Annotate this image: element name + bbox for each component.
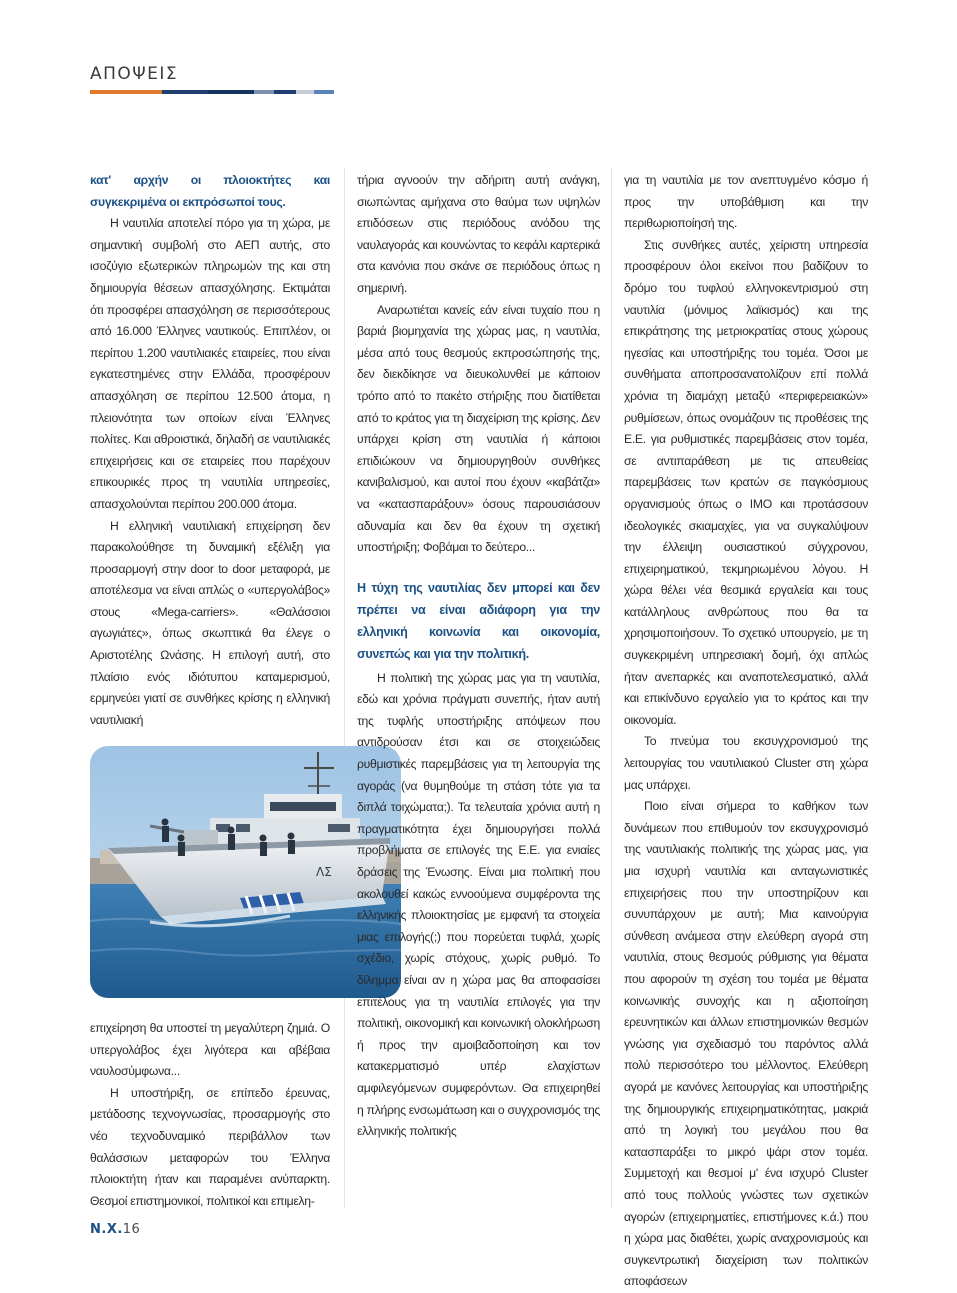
column-divider xyxy=(344,168,345,1208)
color-bar-segment xyxy=(254,90,274,94)
coast-guard-boat-photo xyxy=(90,746,401,998)
paragraph: Το πνεύμα του εκσυγχρονισμού της λειτουργίας του ναυτιλιακού Cluster στη χώρα μας υπάρχει. xyxy=(624,734,868,792)
paragraph: Αναρωτιέται κανείς εάν είναι τυχαίο που η βαριά βιομηχανία της χώρας μας, η ναυτιλία, μέσα από τους θεσμούς εκπροσώπησής της, δεν διεκδίκησε να διευκολυνθεί με κάποιον τρόπο από το πακέτο στήριξης που διατίθεται από το κράτος για τη διαχείριση της κρίσης. Δεν υπάρχει κρίση στη ναυτιλία ή κάποιοι επιδιώκουν να δημιουργηθούν συνθήκες κανιβαλισμού, και αυτοί που έχουν «καβάτζα» να «κατασπαράξουν» όσους παρουσιάσουν αδυναμία και δεν θα έχουν τη σχετική υποστήριξη; Φοβάμαι το δεύτερο... xyxy=(357,302,600,555)
paragraph: Η ναυτιλία αποτελεί πόρο για τη χώρα, με σημαντική συμβολή στο ΑΕΠ αυτής, στο ισοζύγιο εξωτερικών πληρωμών της και στη δημιουργία θέσεων απασχόλησης. Εκτιμάται ότι προσφέρει απασχόληση σε περισσότερους από 16.000 Έλληνες ναυτικούς. Επιπλέον, οι περίπου 1.200 ναυτιλιακές εταιρείες, που είναι εγκατεστημένες στην Ελλάδα, προσφέρουν απασχόληση σε περίπου 12.500 άτομα, η πλειονότητα των οποίων είναι Έλληνες πολίτες. Και αθροιστικά, δηλαδή σε ναυτιλιακές επιχειρήσεις και σε εταιρείες που παρέχουν επικουρικές προς τη ναυτιλία υπηρεσίες, απασχολούνται περίπου 200.000 άτομα. xyxy=(90,216,330,511)
paragraph: Η ελληνική ναυτιλιακή επιχείρηση δεν παρακολούθησε τη δυναμική εξέλιξη για προσαρμογή στην door to door μεταφορά, με αποτέλεσμα να είναι απλώς ο «υπεργολάβος» στους «Mega-carriers». «Θαλάσσιοι αγωγιάτες», όπως σκωπτικά θα έλεγε ο Αριστοτέλης Ωνάσης. Η επιλογή αυτή, στο πλαίσιο ενός ιδιότυπου καταμερισμού, ερμηνεύει γιατί σε συνθήκες κρίσης η ελληνική ναυτιλιακή xyxy=(90,518,330,727)
paragraph: Στις συνθήκες αυτές, χείριστη υπηρεσία προσφέρουν όλοι εκείνοι που βαδίζουν το δρόμο του τυφλού ελληνοκεντρισμού στη ναυτιλία (μόνιμος λαϊκισμός) και της επικράτησης της μετριοκρατίας στους χώρους ηγεσίας και υποστήριξης του τομέα. Όσοι με συνθήματα αποπροσανατολίζουν επί πολλά χρόνια τη διαμάχη μεταξύ «περιφερειακών» ρυθμίσεων, όπως ονομάζουν τις προθέσεις της Ε.Ε. για ρυθμιστικές παρεμβάσεις στον τομέα, σε αντιπαράθεση με τις απευθείας παρεμβάσεις των κρατών σε παγκόσμιους οργανισμούς όπως ο ΙΜΟ και προτάσσουν ιδεολογικές σκιαμαχίες, για να συγκαλύψουν την έλλειψη ουσιαστικού σύγχρονου, επιχειρηματικού, τεκμηριωμένου λόγου. Η χώρα θέλει νέα θεσμικά εργαλεία και τους κατάλληλους ανθρώπους που θα τα χρησιμοποιήσουν. Το σχετικό υπουργείο, με τη συγκεκριμένη υπηρεσιακή δομή, όχι απλώς ήταν ανεπαρκές και αναποτελεσματικό, αλλά και επικίνδυνο εργαλείο για το κράτος και την οικονομία. xyxy=(624,237,868,727)
lead-text: κατ' αρχήν οι πλοιοκτήτες και συγκεκριμένα οι εκπρόσωποί τους. xyxy=(90,173,330,209)
article-column-2 xyxy=(357,170,600,1143)
article-column-1 xyxy=(90,170,330,731)
page-number: 16 xyxy=(122,1222,141,1237)
paragraph: για τη ναυτιλία με τον ανεπτυγμένο κόσμο ή προς την υποβάθμιση και την περιθωριοποίησή της. xyxy=(624,173,868,231)
magazine-name: Ν.Χ. xyxy=(90,1222,123,1237)
paragraph: Η πολιτική της χώρας μας για τη ναυτιλία, εδώ και χρόνια πράγματι συνεπής, ήταν αυτή της τυφλής υποστήριξης απόψεων που αντιδρούσαν έτσι και σε στοιχειώδεις ρυθμιστικές παρεμβάσεις για τη λειτουργία της αγοράς (να θυμηθούμε τη στάση τότε για τα διπλά τοιχώματα;). Τα τελευταία χρόνια αυτή η πραγματικότητα έχει δημιουργήσει πολλά προβλήματα σε επιλογές της Ε.Ε. για ενιαίες δράσεις της Ένωσης. Είναι μια πολιτική που ακολουθεί κακώς εννοούμενα συμφέροντα της ελληνικής πλοιοκτησίας με εμφανή τα στοιχεία μιας επιλογής(;) που πορεύεται τυφλά, χωρίς σχέδιο, χωρίς στόχους, χωρίς ρυθμό. Το δίλημμα είναι αν η χώρα μας θα αποφασίσει επιτέλους για τη ναυτιλία επιλογές για την πολιτική, οικονομική και κοινωνική ολοκλήρωση ή προς την αμοιβαδοποίηση και τον κατακερματισμό υπέρ ελαχίστων αμφιλεγόμενων συμφερόντων. Θα επιχειρηθεί η πλήρης ενσωμάτωση και ο συγχρονισμός της ελληνικής πολιτικής xyxy=(357,670,600,1139)
paragraph: τήρια αγνοούν την αδήριτη αυτή ανάγκη, σιωπώντας αμήχανα στο θαύμα των υψηλών επιδόσεων στις περιόδους ανόδου της ναυλαγοράς και κουνώντας το κεφάλι καρτερικά στα κανόνια που σκάνε σε περιόδους όπως η σημερινή. xyxy=(357,173,600,295)
article-column-3 xyxy=(624,170,868,1293)
page-footer xyxy=(90,1222,140,1237)
section-title: ΑΠΟΨΕΙΣ xyxy=(90,64,179,84)
paragraph: Ποιο είναι σήμερα το καθήκον των δυνάμεων που επιθυμούν τον εκσυγχρονισμό της ναυτιλιακής πολιτικής της χώρας μας, για μια ισχυρή ναυτιλία και ανταγωνιστικές επιχειρήσεις που την υποστηρίζουν και συνυπάρχουν με αυτή; Μια καινούργια σύνθεση ανάμεσα στην ελεύθερη αγορά στη ναυτιλία, στους θεσμούς ρύθμισης για θέματα που αφορούν τη σχέση του τομέα με θέματα κοινωνικής συνοχής και η αξιοποίηση ερευνητικών και άλλων επιστημονικών θεσμών γνώσης για σχεδιασμό του παρόντος αλλά πολύ περισσότερο του μέλλοντος. Ελεύθερη αγορά με κανόνες λειτουργίας και υποστήριξης της δημιουργικής επιχειρηματικότητας, μακριά από τη λογική του μεγάλου που θα κατασπαράξει το μικρό ψάρι στον τομέα. Συμμετοχή και θεσμοί μ' ένα ισχυρό Cluster από τους πολλούς γνώστες των σχετικών αγορών (επιχειρηματίες, επιστήμονες κ.ά.) που η χώρα μας διαθέτει, χωρίς αναχρονισμούς και συγκεντρωτική διαχείριση των πολιτικών αποφάσεων xyxy=(624,799,868,1289)
paragraph: Η υποστήριξη, σε επίπεδο έρευνας, μετάδοσης τεχνογνωσίας, προσαρμογής στο νέο τεχνοδυναμικό περιβάλλον των θαλάσσιων μεταφορών του Έλληνα πλοιοκτήτη ήταν και παραμένει ανύπαρκτη. Θεσμοί επιστημονικοί, πολιτικοί και επιμελη- xyxy=(90,1085,330,1208)
paragraph: επιχείρηση θα υποστεί τη μεγαλύτερη ζημιά. Ο υπεργολάβος έχει λιγότερα και αβέβαια ναυλοσύμφωνα... xyxy=(90,1021,330,1079)
color-bar-segment xyxy=(274,90,296,94)
subheading: Η τύχη της ναυτιλίας δεν μπορεί και δεν πρέπει να είναι αδιάφορη για την ελληνική κοινωνία και οικονομία, συνεπώς και για την πολιτική. xyxy=(357,580,600,661)
color-bar-segment xyxy=(296,90,314,94)
article-column-1-continued xyxy=(90,1018,330,1212)
color-bar-segment xyxy=(162,90,208,94)
column-divider xyxy=(611,168,612,1208)
color-bar-segment xyxy=(314,90,334,94)
color-bar-segment xyxy=(90,90,162,94)
svg-text:ΛΣ: ΛΣ xyxy=(316,865,332,879)
section-color-bar xyxy=(90,90,334,94)
color-bar-segment xyxy=(208,90,254,94)
